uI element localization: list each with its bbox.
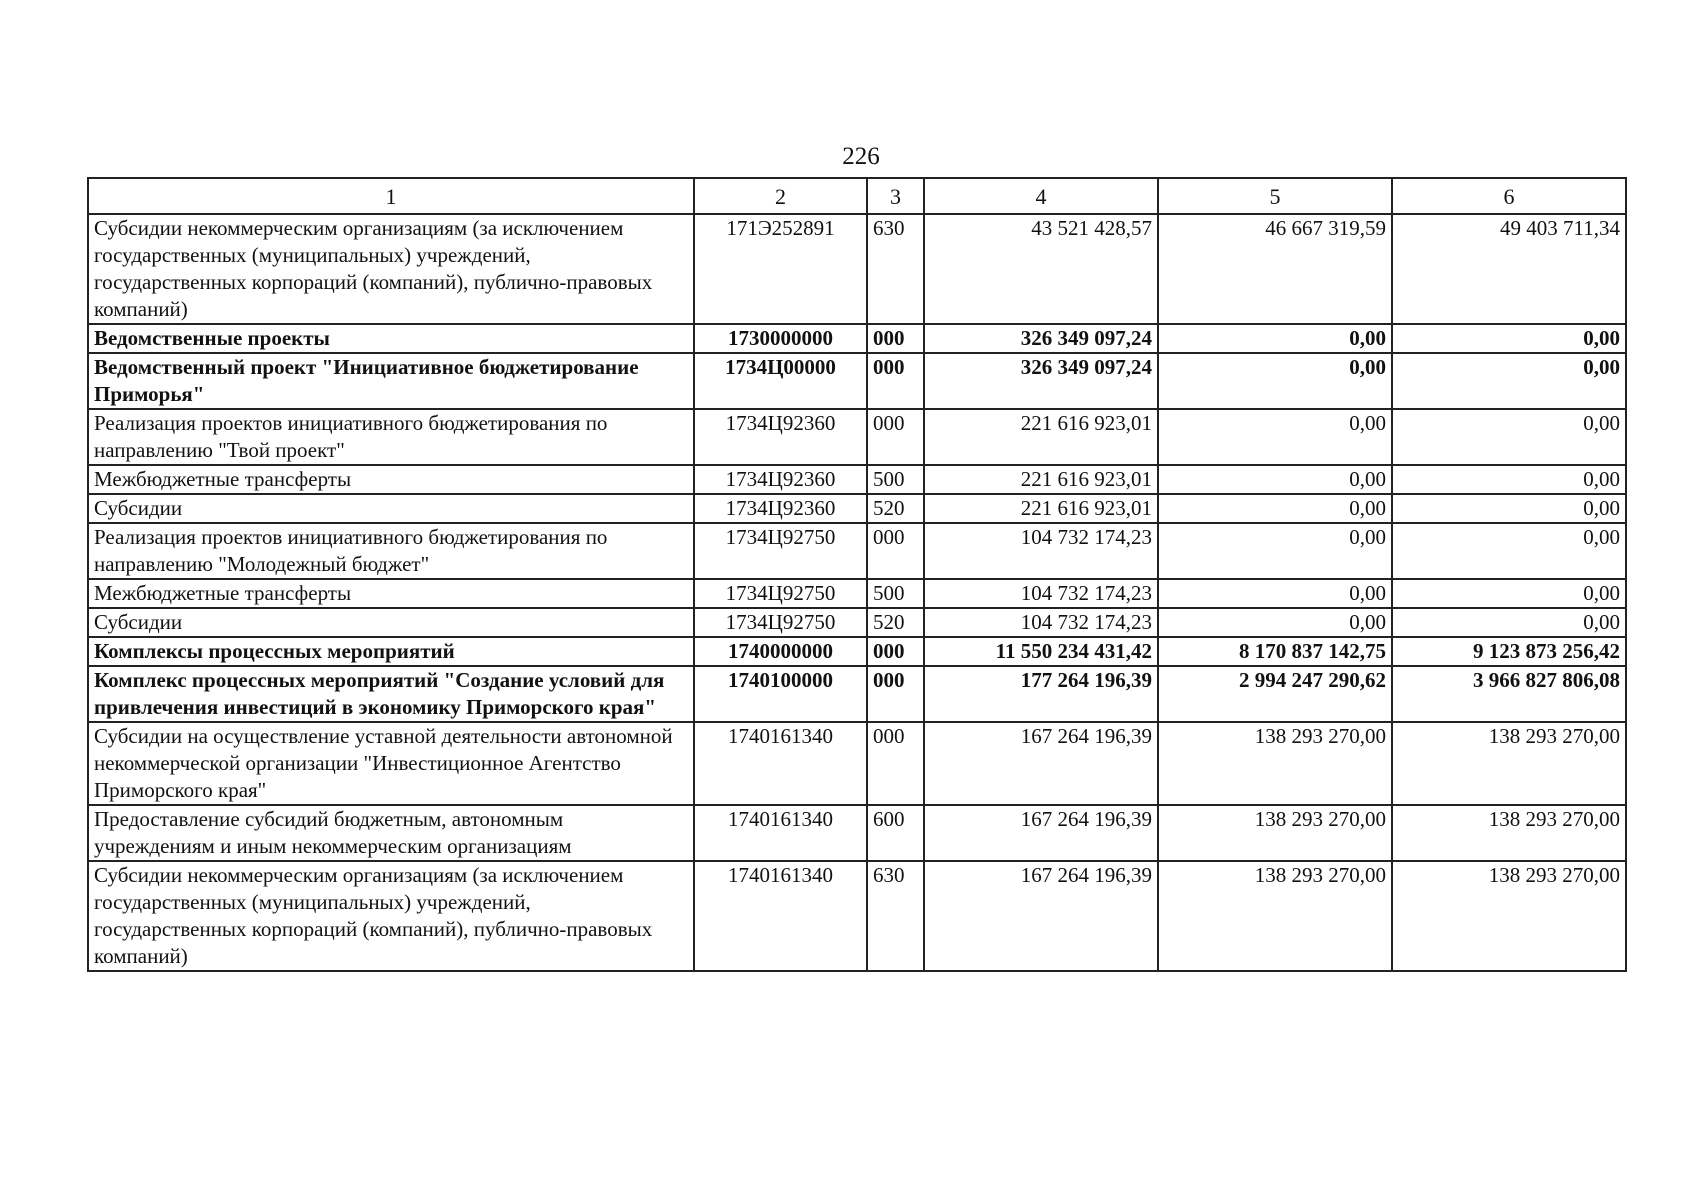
table-row (88, 579, 1626, 608)
row-expense-type-cell: 000 (867, 353, 924, 409)
row-expense-type-cell: 630 (867, 861, 924, 971)
row-name-cell: Субсидии на осуществление уставной деятельности автономной некоммерческой организации "Инвестиционное Агентство Приморского края" (88, 722, 694, 805)
row-amount-col4-cell: 167 264 196,39 (924, 805, 1158, 861)
row-amount-col6-cell: 3 966 827 806,08 (1392, 666, 1626, 722)
row-code-cell: 1740100000 (694, 666, 867, 722)
row-expense-type-cell: 000 (867, 523, 924, 579)
table-row (88, 409, 1626, 465)
column-header-3: 3 (867, 178, 924, 214)
row-name-cell: Межбюджетные трансферты (88, 579, 694, 608)
row-name-cell: Межбюджетные трансферты (88, 465, 694, 494)
row-expense-type-cell: 520 (867, 494, 924, 523)
row-amount-col6-cell: 0,00 (1392, 324, 1626, 353)
row-amount-col5-cell: 0,00 (1158, 494, 1392, 523)
row-name-cell: Реализация проектов инициативного бюджетирования по направлению "Молодежный бюджет" (88, 523, 694, 579)
row-amount-col4-cell: 167 264 196,39 (924, 722, 1158, 805)
row-amount-col4-cell: 43 521 428,57 (924, 214, 1158, 324)
row-amount-col6-cell: 0,00 (1392, 523, 1626, 579)
row-expense-type-cell: 000 (867, 324, 924, 353)
row-code-cell: 1734Ц92360 (694, 494, 867, 523)
table-row (88, 465, 1626, 494)
row-expense-type-cell: 520 (867, 608, 924, 637)
row-code-cell: 1740161340 (694, 805, 867, 861)
row-expense-type-cell: 500 (867, 579, 924, 608)
row-amount-col6-cell: 49 403 711,34 (1392, 214, 1626, 324)
table-row (88, 214, 1626, 324)
row-name-cell: Реализация проектов инициативного бюджетирования по направлению "Твой проект" (88, 409, 694, 465)
table-row (88, 494, 1626, 523)
row-code-cell: 1734Ц92750 (694, 523, 867, 579)
column-header-5: 5 (1158, 178, 1392, 214)
row-amount-col4-cell: 177 264 196,39 (924, 666, 1158, 722)
row-amount-col4-cell: 221 616 923,01 (924, 494, 1158, 523)
row-code-cell: 1730000000 (694, 324, 867, 353)
table-row (88, 608, 1626, 637)
row-name-cell: Субсидии некоммерческим организациям (за исключением государственных (муниципальных) учреждений, государственных корпораций (компаний), публично-правовых компаний) (88, 214, 694, 324)
table-row (88, 353, 1626, 409)
row-expense-type-cell: 000 (867, 637, 924, 666)
row-expense-type-cell: 630 (867, 214, 924, 324)
row-expense-type-cell: 500 (867, 465, 924, 494)
row-amount-col6-cell: 9 123 873 256,42 (1392, 637, 1626, 666)
row-code-cell: 171Э252891 (694, 214, 867, 324)
row-amount-col4-cell: 326 349 097,24 (924, 353, 1158, 409)
row-code-cell: 1734Ц92750 (694, 608, 867, 637)
row-amount-col6-cell: 0,00 (1392, 465, 1626, 494)
row-amount-col6-cell: 138 293 270,00 (1392, 722, 1626, 805)
row-amount-col5-cell: 0,00 (1158, 579, 1392, 608)
row-name-cell: Ведомственные проекты (88, 324, 694, 353)
row-code-cell: 1734Ц00000 (694, 353, 867, 409)
row-amount-col6-cell: 0,00 (1392, 409, 1626, 465)
row-name-cell: Комплекс процессных мероприятий "Создание условий для привлечения инвестиций в экономику Приморского края" (88, 666, 694, 722)
row-code-cell: 1740161340 (694, 861, 867, 971)
row-amount-col6-cell: 0,00 (1392, 353, 1626, 409)
table-row (88, 861, 1626, 971)
header-row (88, 178, 1626, 214)
row-name-cell: Комплексы процессных мероприятий (88, 637, 694, 666)
row-amount-col5-cell: 46 667 319,59 (1158, 214, 1392, 324)
row-code-cell: 1734Ц92750 (694, 579, 867, 608)
column-header-6: 6 (1392, 178, 1626, 214)
row-amount-col5-cell: 138 293 270,00 (1158, 722, 1392, 805)
row-amount-col5-cell: 138 293 270,00 (1158, 805, 1392, 861)
row-amount-col4-cell: 221 616 923,01 (924, 465, 1158, 494)
row-amount-col6-cell: 0,00 (1392, 579, 1626, 608)
page-number: 226 (842, 143, 880, 170)
table-row (88, 324, 1626, 353)
row-amount-col4-cell: 104 732 174,23 (924, 579, 1158, 608)
row-expense-type-cell: 600 (867, 805, 924, 861)
row-amount-col4-cell: 167 264 196,39 (924, 861, 1158, 971)
row-amount-col5-cell: 138 293 270,00 (1158, 861, 1392, 971)
table-row (88, 666, 1626, 722)
row-name-cell: Предоставление субсидий бюджетным, автономным учреждениям и иным некоммерческим организациям (88, 805, 694, 861)
budget-table (87, 177, 1627, 972)
row-amount-col6-cell: 138 293 270,00 (1392, 861, 1626, 971)
table-row (88, 805, 1626, 861)
row-code-cell: 1734Ц92360 (694, 465, 867, 494)
row-amount-col5-cell: 0,00 (1158, 409, 1392, 465)
row-amount-col6-cell: 0,00 (1392, 608, 1626, 637)
row-expense-type-cell: 000 (867, 666, 924, 722)
column-header-4: 4 (924, 178, 1158, 214)
table-row (88, 637, 1626, 666)
row-amount-col5-cell: 0,00 (1158, 324, 1392, 353)
row-code-cell: 1740000000 (694, 637, 867, 666)
row-name-cell: Субсидии (88, 608, 694, 637)
row-amount-col6-cell: 138 293 270,00 (1392, 805, 1626, 861)
row-amount-col5-cell: 8 170 837 142,75 (1158, 637, 1392, 666)
row-name-cell: Субсидии (88, 494, 694, 523)
row-amount-col4-cell: 104 732 174,23 (924, 608, 1158, 637)
row-amount-col6-cell: 0,00 (1392, 494, 1626, 523)
row-amount-col4-cell: 221 616 923,01 (924, 409, 1158, 465)
row-code-cell: 1734Ц92360 (694, 409, 867, 465)
row-amount-col4-cell: 104 732 174,23 (924, 523, 1158, 579)
row-amount-col4-cell: 326 349 097,24 (924, 324, 1158, 353)
table-body (88, 214, 1626, 971)
row-name-cell: Ведомственный проект "Инициативное бюджетирование Приморья" (88, 353, 694, 409)
row-amount-col5-cell: 0,00 (1158, 608, 1392, 637)
row-code-cell: 1740161340 (694, 722, 867, 805)
row-amount-col5-cell: 2 994 247 290,62 (1158, 666, 1392, 722)
column-header-1: 1 (88, 178, 694, 214)
row-expense-type-cell: 000 (867, 722, 924, 805)
column-header-2: 2 (694, 178, 867, 214)
row-amount-col5-cell: 0,00 (1158, 465, 1392, 494)
table-row (88, 722, 1626, 805)
row-amount-col4-cell: 11 550 234 431,42 (924, 637, 1158, 666)
table-row (88, 523, 1626, 579)
row-name-cell: Субсидии некоммерческим организациям (за исключением государственных (муниципальных) учреждений, государственных корпораций (компаний), публично-правовых компаний) (88, 861, 694, 971)
row-amount-col5-cell: 0,00 (1158, 523, 1392, 579)
row-expense-type-cell: 000 (867, 409, 924, 465)
row-amount-col5-cell: 0,00 (1158, 353, 1392, 409)
